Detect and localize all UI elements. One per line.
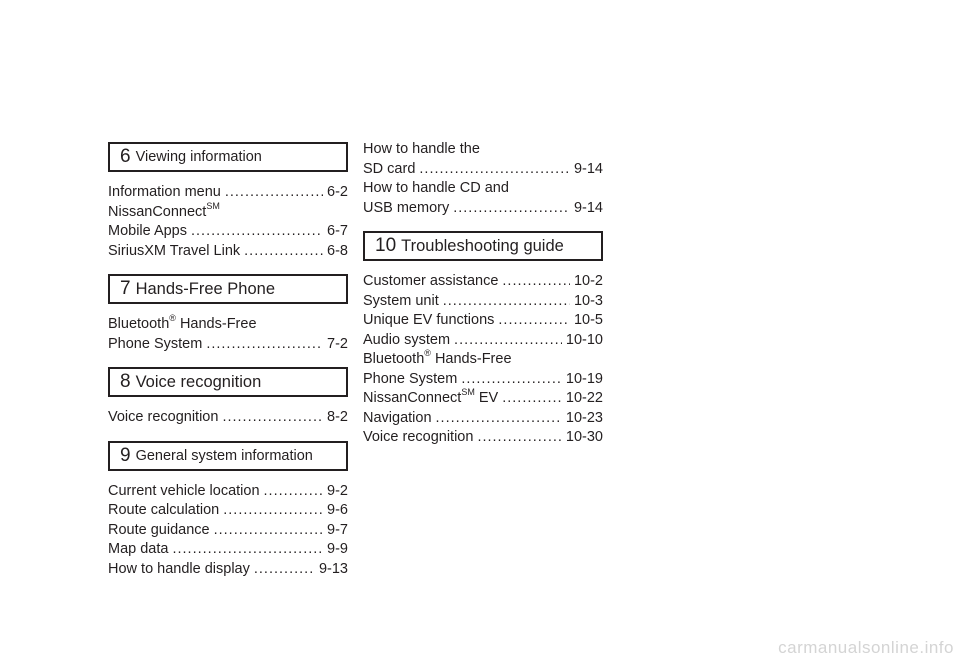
toc-entry[interactable]: Map data ..... 9-9	[108, 540, 348, 560]
section-number: 8	[120, 371, 131, 392]
toc-entry[interactable]: Current vehicle location ..... 9-2	[108, 482, 348, 502]
toc-entry[interactable]: How to handle the SD card ..... 9-14	[363, 140, 603, 179]
section-7-header	[108, 274, 348, 304]
toc-entry[interactable]: Voice recognition ..... 8-2	[108, 408, 348, 428]
toc-entry[interactable]: SiriusXM Travel Link ..... 6-8	[108, 242, 348, 262]
toc-entry[interactable]: Information menu ..... 6-2	[108, 183, 348, 203]
section-number: 7	[120, 278, 131, 299]
section-number: 10	[375, 235, 397, 256]
section-title: Troubleshooting guide	[401, 236, 564, 255]
section-title: Hands-Free Phone	[135, 279, 275, 298]
section-6-header	[108, 142, 348, 172]
toc-entry[interactable]: How to handle CD and USB memory ..... 9-14	[363, 179, 603, 218]
toc-entry[interactable]: How to handle display ..... 9-13	[108, 560, 348, 580]
toc-column-left	[108, 142, 348, 579]
toc-entry[interactable]: Voice recognition ..... 10-30	[363, 428, 603, 448]
watermark: carmanualsonline.info	[778, 638, 954, 657]
toc-entry[interactable]: Bluetooth® Hands-Free Phone System ..... 7-2	[108, 315, 348, 354]
section-10-header	[363, 231, 603, 261]
section-title: Viewing information	[135, 149, 262, 165]
toc-entry[interactable]: Route calculation ..... 9-6	[108, 501, 348, 521]
toc-entry[interactable]: Customer assistance ..... 10-2	[363, 272, 603, 292]
toc-entry[interactable]: Bluetooth® Hands-Free Phone System ..... 10-19	[363, 350, 603, 389]
toc-entry[interactable]: System unit ..... 10-3	[363, 292, 603, 312]
section-number: 6	[120, 146, 131, 167]
toc-entry[interactable]: Route guidance ..... 9-7	[108, 521, 348, 541]
section-title: General system information	[135, 447, 313, 464]
toc-entry[interactable]: Unique EV functions ..... 10-5	[363, 311, 603, 331]
section-number: 9	[120, 444, 131, 466]
section-8-header	[108, 367, 348, 397]
section-title: Voice recognition	[135, 372, 262, 391]
toc-column-right	[363, 140, 603, 448]
toc-entry[interactable]: NissanConnect℠ Mobile Apps ..... 6-7	[108, 203, 348, 242]
toc-entry[interactable]: Navigation ..... 10-23	[363, 409, 603, 429]
toc-entry[interactable]: NissanConnect℠ EV ..... 10-22	[363, 389, 603, 409]
toc-entry[interactable]: Audio system ..... 10-10	[363, 331, 603, 351]
section-9-header	[108, 441, 348, 471]
